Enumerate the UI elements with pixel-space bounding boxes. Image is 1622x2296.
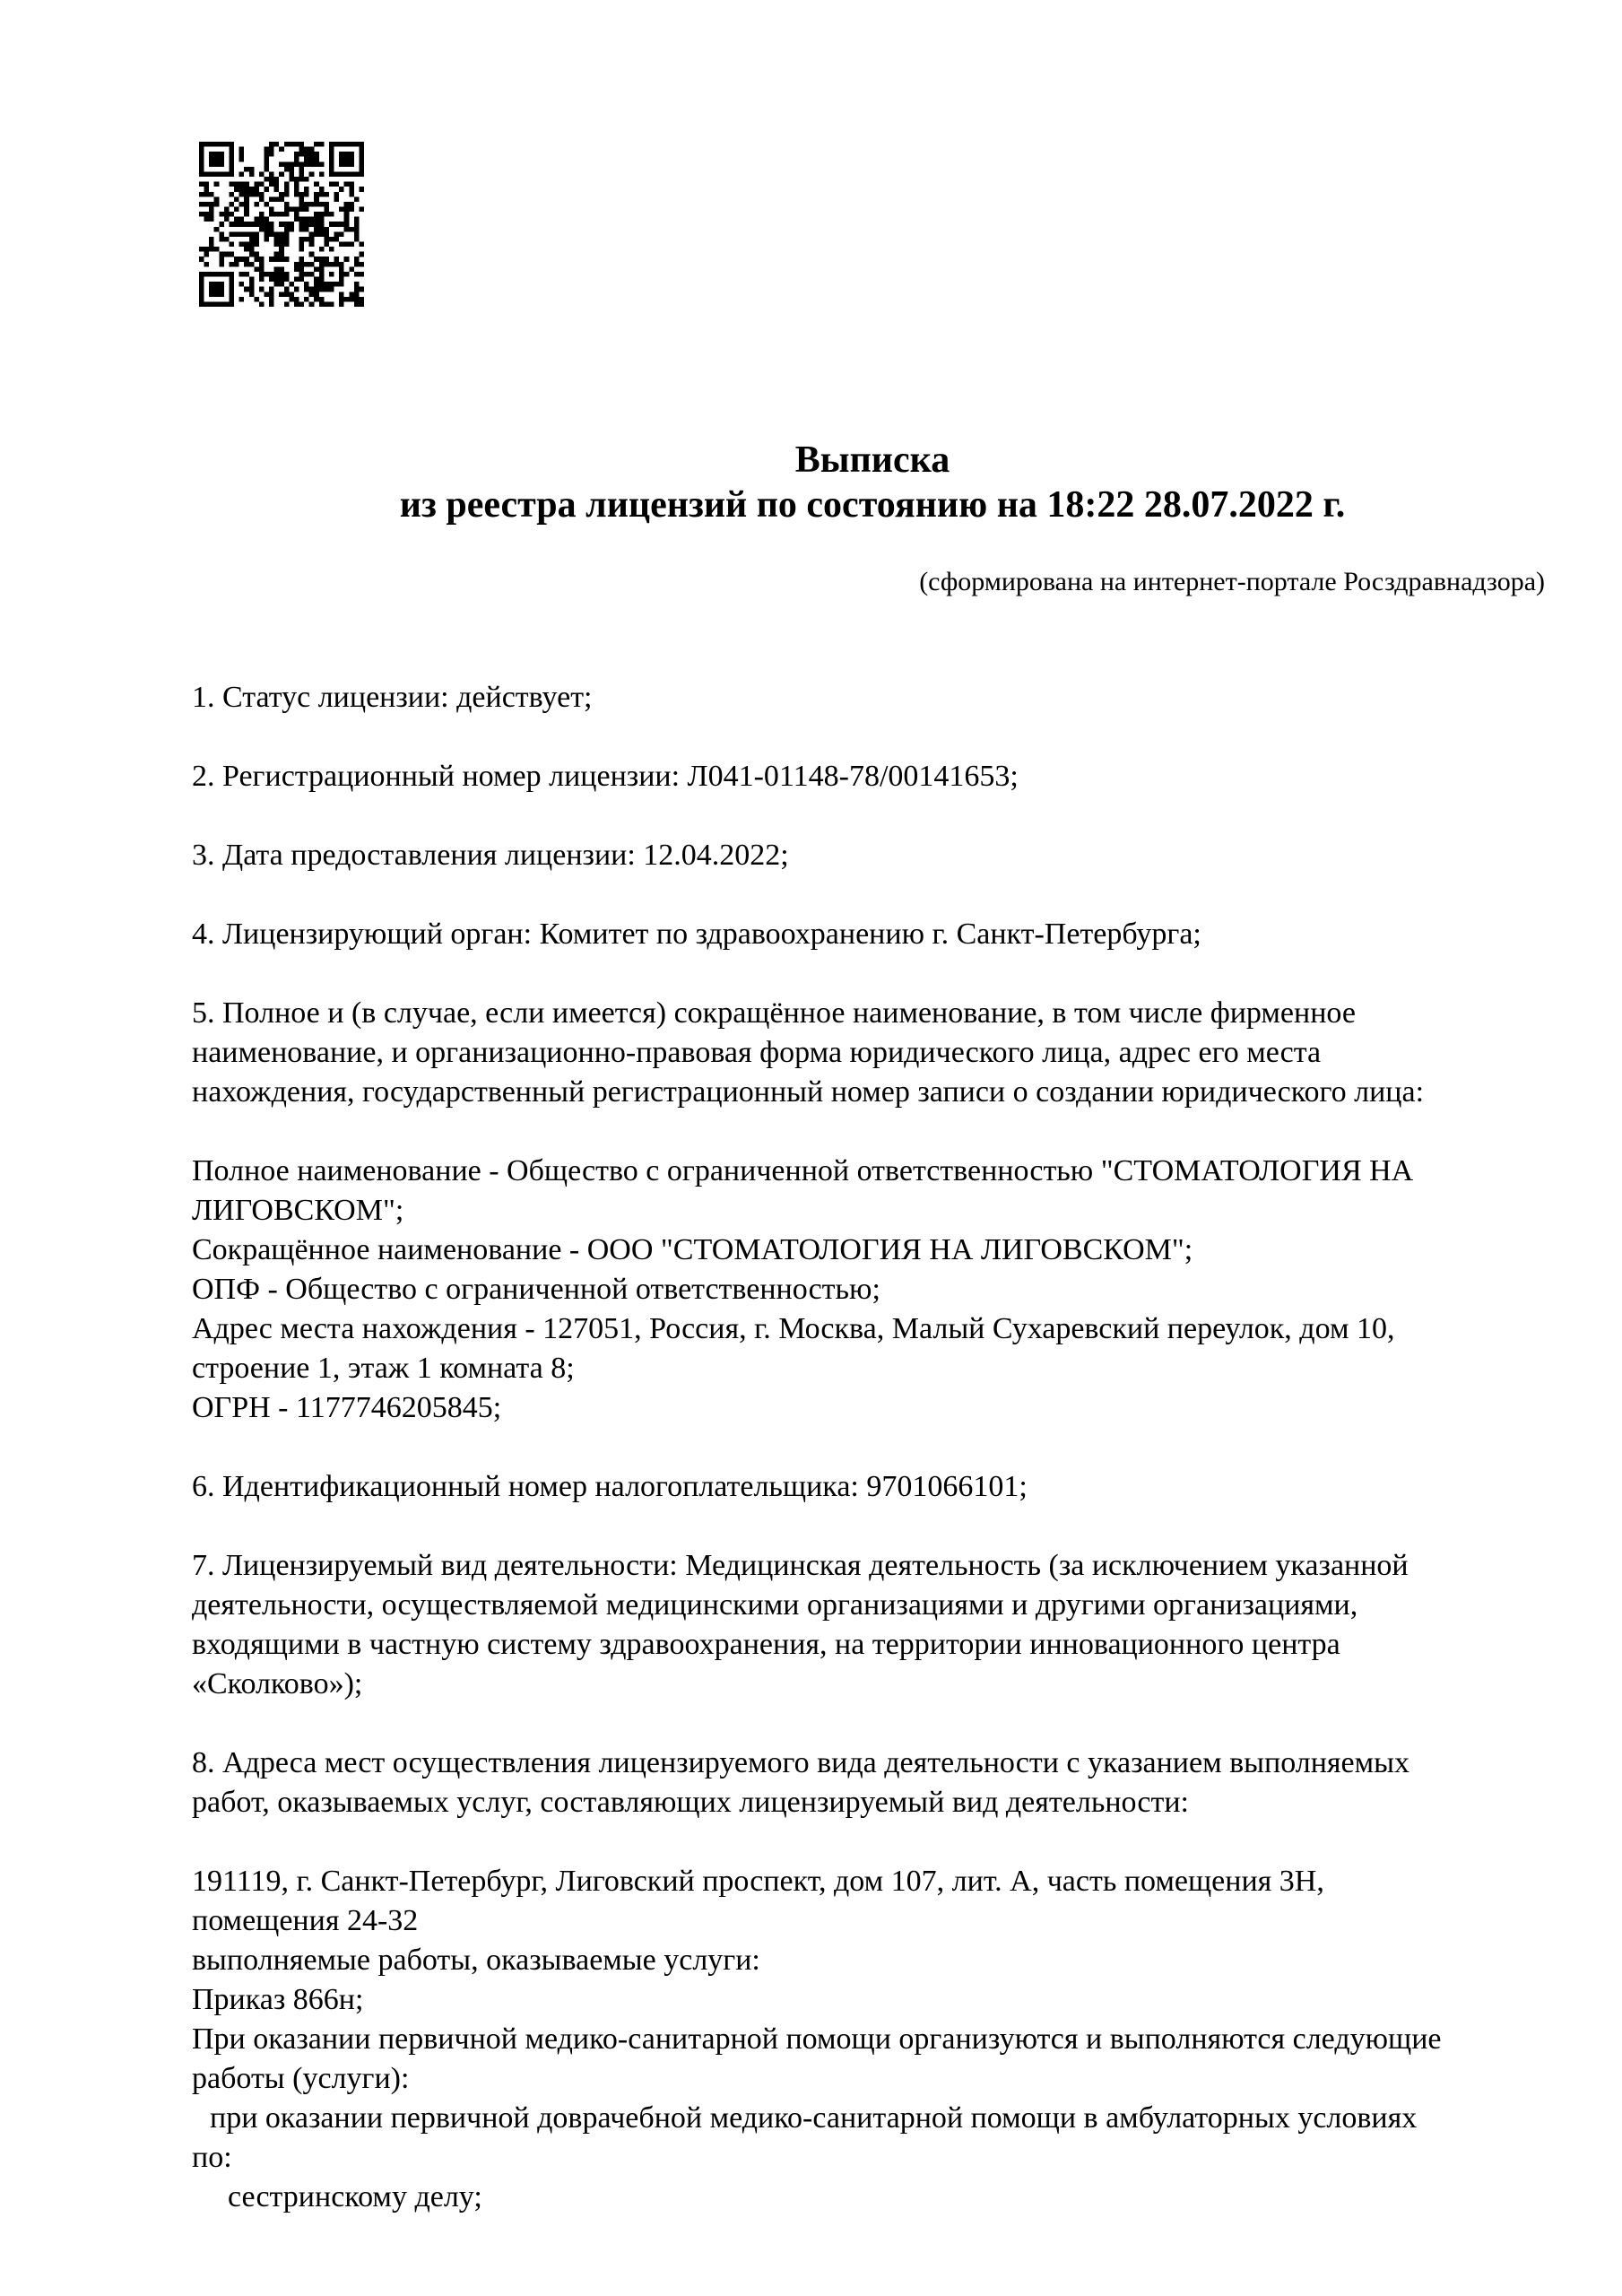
text-line: «Сколково»);	[192, 1667, 363, 1700]
text-line: нахождения, государственный регистрационный номер записи о создании юридического лица:	[192, 1075, 1425, 1109]
text-line: 7. Лицензируемый вид деятельности: Медицинская деятельность (за исключением указанной	[192, 1549, 1409, 1582]
paragraph	[192, 915, 1532, 954]
document-title-line2: из реестра лицензий по состоянию на 18:22 28.07.2022 г.	[399, 484, 1346, 526]
text-line: ЛИГОВСКОМ";	[192, 1194, 404, 1227]
paragraph	[192, 757, 1532, 796]
paragraph	[192, 836, 1532, 875]
text-line: Сокращённое наименование - ООО "СТОМАТОЛОГИЯ НА ЛИГОВСКОМ";	[192, 1233, 1193, 1266]
text-line: строение 1, этаж 1 комната 8;	[192, 1352, 575, 1385]
text-line: помещения 24-32	[192, 1904, 419, 1937]
text-line: входящими в частную систему здравоохранения, на территории инновационного центра	[192, 1628, 1340, 1661]
text-line: При оказании первичной медико-санитарной помощи организуются и выполняются следующие	[192, 2022, 1442, 2056]
paragraph	[192, 1862, 1532, 2217]
text-line: Полное наименование - Общество с ограниченной ответственностью "СТОМАТОЛОГИЯ НА	[192, 1154, 1414, 1187]
document-body	[192, 678, 1532, 2257]
document-title-line1: Выписка	[794, 439, 950, 481]
text-line: ОПФ - Общество с ограниченной ответственностью;	[192, 1273, 880, 1306]
paragraph	[192, 1744, 1532, 1822]
paragraph	[192, 1152, 1532, 1428]
qr-code-image	[199, 142, 364, 308]
text-line: 2. Регистрационный номер лицензии: Л041-01148-78/00141653;	[192, 760, 1019, 793]
text-line: Адрес места нахождения - 127051, Россия, г. Москва, Малый Сухаревский переулок, дом 10,	[192, 1312, 1395, 1345]
text-line: 1. Статус лицензии: действует;	[192, 681, 593, 714]
text-line: 5. Полное и (в случае, если имеется) сокращённое наименование, в том числе фирменное	[192, 996, 1356, 1030]
paragraph	[192, 994, 1532, 1112]
text-line: деятельности, осуществляемой медицинскими организациями и другими организациями,	[192, 1588, 1358, 1622]
text-line: 3. Дата предоставления лицензии: 12.04.2022;	[192, 839, 789, 872]
text-line: наименование, и организационно-правовая форма юридического лица, адрес его места	[192, 1036, 1322, 1069]
text-line: 191119, г. Санкт-Петербург, Лиговский проспект, дом 107, лит. А, часть помещения 3Н,	[192, 1865, 1324, 1898]
text-line: по:	[192, 2141, 232, 2174]
paragraph	[192, 678, 1532, 718]
document-subtitle: (сформирована на интернет-портале Росздравнадзора)	[919, 567, 1545, 596]
paragraph	[192, 1467, 1532, 1507]
text-line: ОГРН - 1177746205845;	[192, 1391, 502, 1424]
qr-code-icon	[199, 142, 364, 308]
text-line: 6. Идентификационный номер налогоплательщика: 9701066101;	[192, 1470, 1028, 1503]
text-line: сестринскому делу;	[228, 2180, 482, 2213]
document-title	[192, 438, 1553, 527]
text-line: Приказ 866н;	[192, 1983, 364, 2016]
text-line: выполняемые работы, оказываемые услуги:	[192, 1944, 760, 1977]
text-line: работ, оказываемых услуг, составляющих лицензируемый вид деятельности:	[192, 1786, 1189, 1819]
text-line: 4. Лицензирующий орган: Комитет по здравоохранению г. Санкт-Петербурга;	[192, 918, 1201, 951]
text-line: работы (услуги):	[192, 2062, 410, 2095]
text-line: 8. Адреса мест осуществления лицензируемого вида деятельности с указанием выполняемых	[192, 1746, 1409, 1779]
paragraph	[192, 1546, 1532, 1704]
text-line: при оказании первичной доврачебной медико-санитарной помощи в амбулаторных условиях	[210, 2101, 1418, 2135]
